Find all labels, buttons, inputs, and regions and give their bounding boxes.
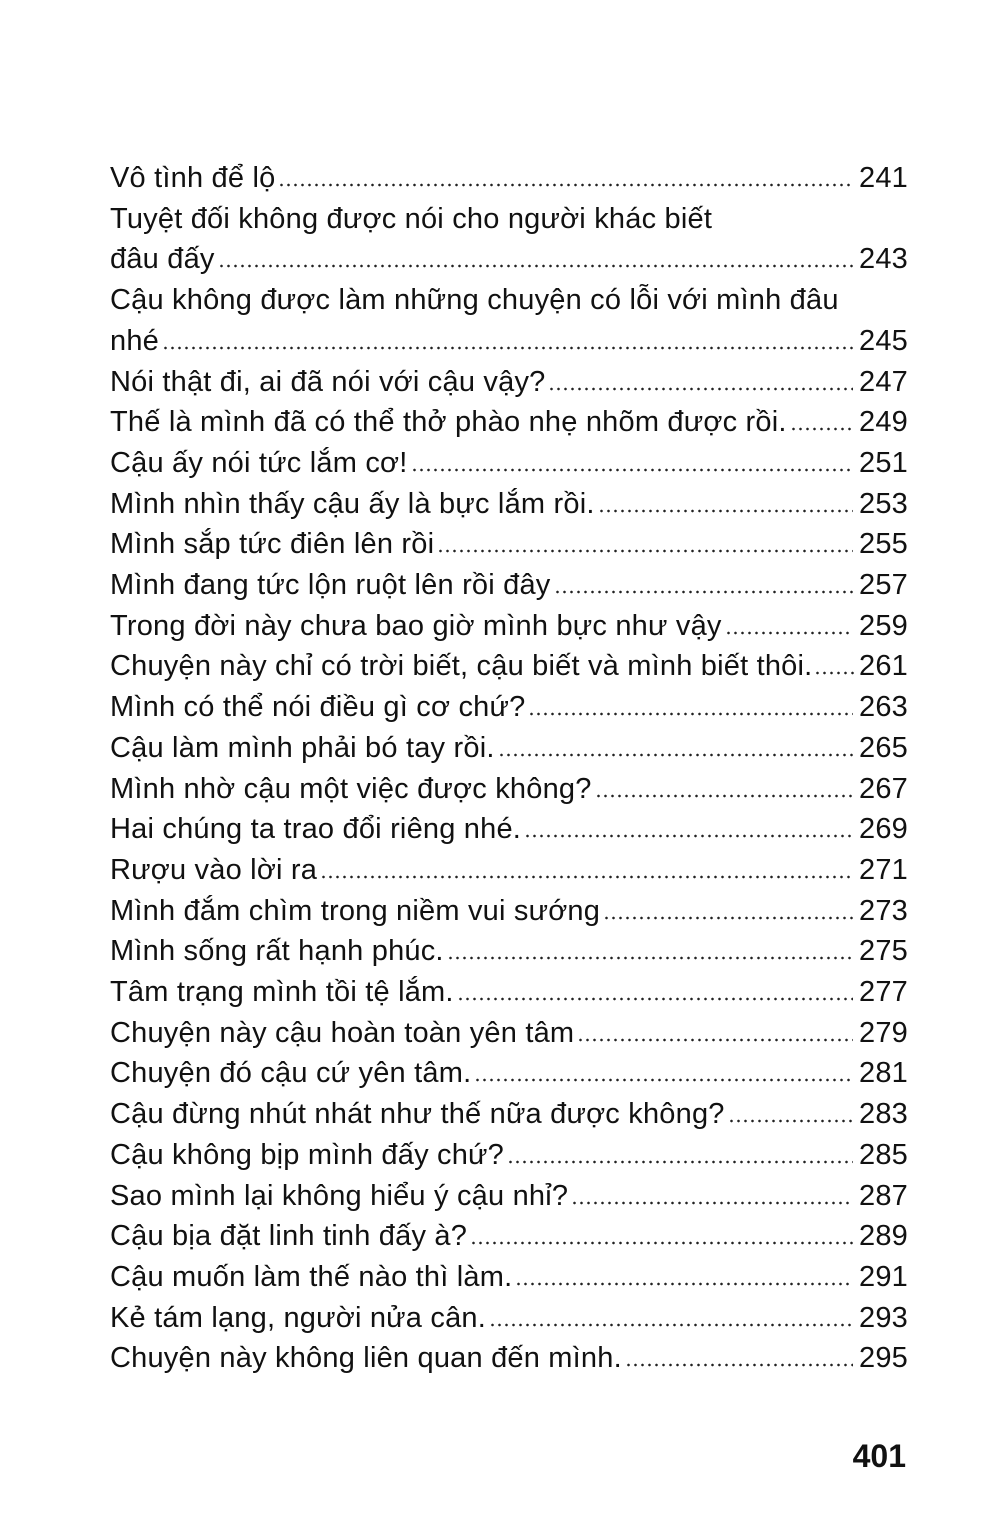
dot-leader: [571, 1201, 853, 1205]
toc-entry: [110, 565, 908, 606]
dot-leader: [595, 794, 853, 798]
toc-entry: [110, 1094, 908, 1135]
toc-entry-page: 267: [859, 772, 908, 805]
toc-entry: [110, 769, 908, 810]
toc-entry-title: Mình có thể nói điều gì cơ chứ?: [110, 691, 526, 724]
dot-leader: [524, 834, 853, 838]
toc-entry-title: Kẻ tám lạng, người nửa cân.: [110, 1301, 486, 1334]
toc-entry-title: Nói thật đi, ai đã nói với cậu vậy?: [110, 365, 546, 398]
toc-entry-title: Mình sống rất hạnh phúc.: [110, 935, 444, 968]
toc-entry-title: Chuyện đó cậu cứ yên tâm.: [110, 1057, 472, 1090]
toc-entry-title: Mình sắp tức điên lên rồi: [110, 528, 435, 561]
toc-entry-title: Mình nhờ cậu một việc được không?: [110, 772, 592, 805]
dot-leader: [814, 671, 854, 675]
toc-entry-page: 279: [859, 1016, 908, 1049]
dot-leader: [162, 346, 853, 350]
dot-leader: [498, 753, 853, 757]
toc-entry-page: 293: [859, 1301, 908, 1334]
toc-entry: [110, 1053, 908, 1094]
toc-entry: [110, 1298, 908, 1339]
toc-entry-page: 257: [859, 569, 908, 602]
toc-entry-page: 287: [859, 1179, 908, 1212]
toc-entry-title: Cậu đừng nhút nhát như thế nữa được không?: [110, 1098, 725, 1131]
dot-leader: [603, 916, 853, 920]
toc-entry: [110, 1013, 908, 1054]
toc-entry: [110, 362, 908, 403]
toc-entry-title: đâu đấy: [110, 243, 215, 276]
toc-entry-title: Mình nhìn thấy cậu ấy là bực lắm rồi.: [110, 487, 595, 520]
toc-entry-page: 269: [859, 813, 908, 846]
toc-entry-title: Cậu bịa đặt linh tinh đấy à?: [110, 1220, 468, 1253]
toc-entry-title-line1: Tuyệt đối không được nói cho người khác biết: [110, 202, 713, 235]
toc-entry-page: 259: [859, 609, 908, 642]
toc-entry: [110, 1135, 908, 1176]
toc-entry-page: 245: [859, 324, 908, 357]
toc-entry-page: 255: [859, 528, 908, 561]
toc-entry-page: 271: [859, 853, 908, 886]
toc-entry-title: Tâm trạng mình tồi tệ lắm.: [110, 976, 454, 1009]
toc-entry-title: Mình đang tức lộn ruột lên rồi đây: [110, 569, 551, 602]
toc-entry-title: Mình đắm chìm trong niềm vui sướng: [110, 894, 601, 927]
toc-entry-page: 253: [859, 487, 908, 520]
toc-entry-page: 289: [859, 1220, 908, 1253]
toc-entry: [110, 1257, 908, 1298]
toc-entry: [110, 484, 908, 525]
dot-leader: [457, 997, 853, 1001]
toc-entry-title: Cậu không bịp mình đấy chứ?: [110, 1138, 504, 1171]
dot-leader: [548, 387, 853, 391]
dot-leader: [625, 1363, 853, 1367]
toc-entry-page: 291: [859, 1260, 908, 1293]
page-number: 401: [852, 1438, 906, 1474]
toc-entry-title: Cậu ấy nói tức lắm cơ!: [110, 446, 408, 479]
toc-entry: [110, 443, 908, 484]
toc-entry-page: 249: [859, 406, 908, 439]
toc-entry-title: nhé: [110, 324, 159, 357]
toc-entry: [110, 199, 908, 280]
toc-entry-page: 263: [859, 691, 908, 724]
toc-entry: [110, 524, 908, 565]
toc-entry-page: 275: [859, 935, 908, 968]
toc-entry-page: 283: [859, 1098, 908, 1131]
dot-leader: [411, 468, 854, 472]
dot-leader: [598, 509, 853, 513]
dot-leader: [437, 549, 853, 553]
toc-entry-title: Hai chúng ta trao đổi riêng nhé.: [110, 813, 522, 846]
toc-entry-page: 251: [859, 446, 908, 479]
dot-leader: [470, 1241, 853, 1245]
dot-leader: [474, 1078, 853, 1082]
toc-entry: [110, 606, 908, 647]
toc-entry-page: 277: [859, 976, 908, 1009]
toc-entry-title: Chuyện này không liên quan đến mình.: [110, 1342, 622, 1375]
toc-entry-page: 241: [859, 162, 908, 194]
dot-leader: [507, 1160, 853, 1164]
toc-entry-page: 247: [859, 365, 908, 398]
toc-entry-title: Rượu vào lời ra: [110, 853, 318, 886]
toc-entry: [110, 891, 908, 932]
toc-entry: [110, 402, 908, 443]
toc-entry-page: 243: [859, 243, 908, 276]
toc-entry-title-line1: Cậu không được làm những chuyện có lỗi với mình đâu: [110, 284, 839, 317]
dot-leader: [554, 590, 853, 594]
dot-leader: [218, 264, 853, 268]
toc-entry-page: 261: [859, 650, 908, 683]
toc-entry-title: Cậu làm mình phải bó tay rồi.: [110, 731, 495, 764]
toc-entry: [110, 850, 908, 891]
toc-entry: [110, 280, 908, 361]
toc-entry-title: Cậu muốn làm thế nào thì làm.: [110, 1260, 513, 1293]
toc-entry: [110, 646, 908, 687]
dot-leader: [725, 631, 853, 635]
dot-leader: [728, 1119, 853, 1123]
toc-entry: [110, 1176, 908, 1217]
toc-entry: [110, 1216, 908, 1257]
toc-entry: [110, 931, 908, 972]
dot-leader: [447, 956, 853, 960]
dot-leader: [515, 1282, 853, 1286]
dot-leader: [528, 712, 853, 716]
toc-entry: [110, 972, 908, 1013]
toc-entry-title: Sao mình lại không hiểu ý cậu nhỉ?: [110, 1179, 569, 1212]
toc-entry-title: Vô tình để lộ: [110, 162, 276, 194]
toc-entry-page: 281: [859, 1057, 908, 1090]
dot-leader: [278, 183, 853, 187]
dot-leader: [790, 427, 853, 431]
toc-entry: [110, 1338, 908, 1379]
toc-entry: [110, 728, 908, 769]
toc-entry-title: Chuyện này cậu hoàn toàn yên tâm: [110, 1016, 575, 1049]
toc-entry-title: Trong đời này chưa bao giờ mình bực như vậy: [110, 609, 722, 642]
table-of-contents: [110, 158, 908, 1379]
toc-entry-title: Chuyện này chỉ có trời biết, cậu biết và mình biết thôi.: [110, 650, 813, 683]
dot-leader: [489, 1323, 853, 1327]
toc-entry: [110, 687, 908, 728]
toc-entry-page: 273: [859, 894, 908, 927]
toc-entry-title: Thế là mình đã có thể thở phào nhẹ nhõm được rồi.: [110, 406, 787, 439]
toc-entry: [110, 158, 908, 199]
dot-leader: [320, 875, 853, 879]
dot-leader: [577, 1038, 853, 1042]
toc-entry-page: 265: [859, 731, 908, 764]
toc-entry-page: 285: [859, 1138, 908, 1171]
toc-entry: [110, 809, 908, 850]
toc-entry-page: 295: [859, 1342, 908, 1375]
